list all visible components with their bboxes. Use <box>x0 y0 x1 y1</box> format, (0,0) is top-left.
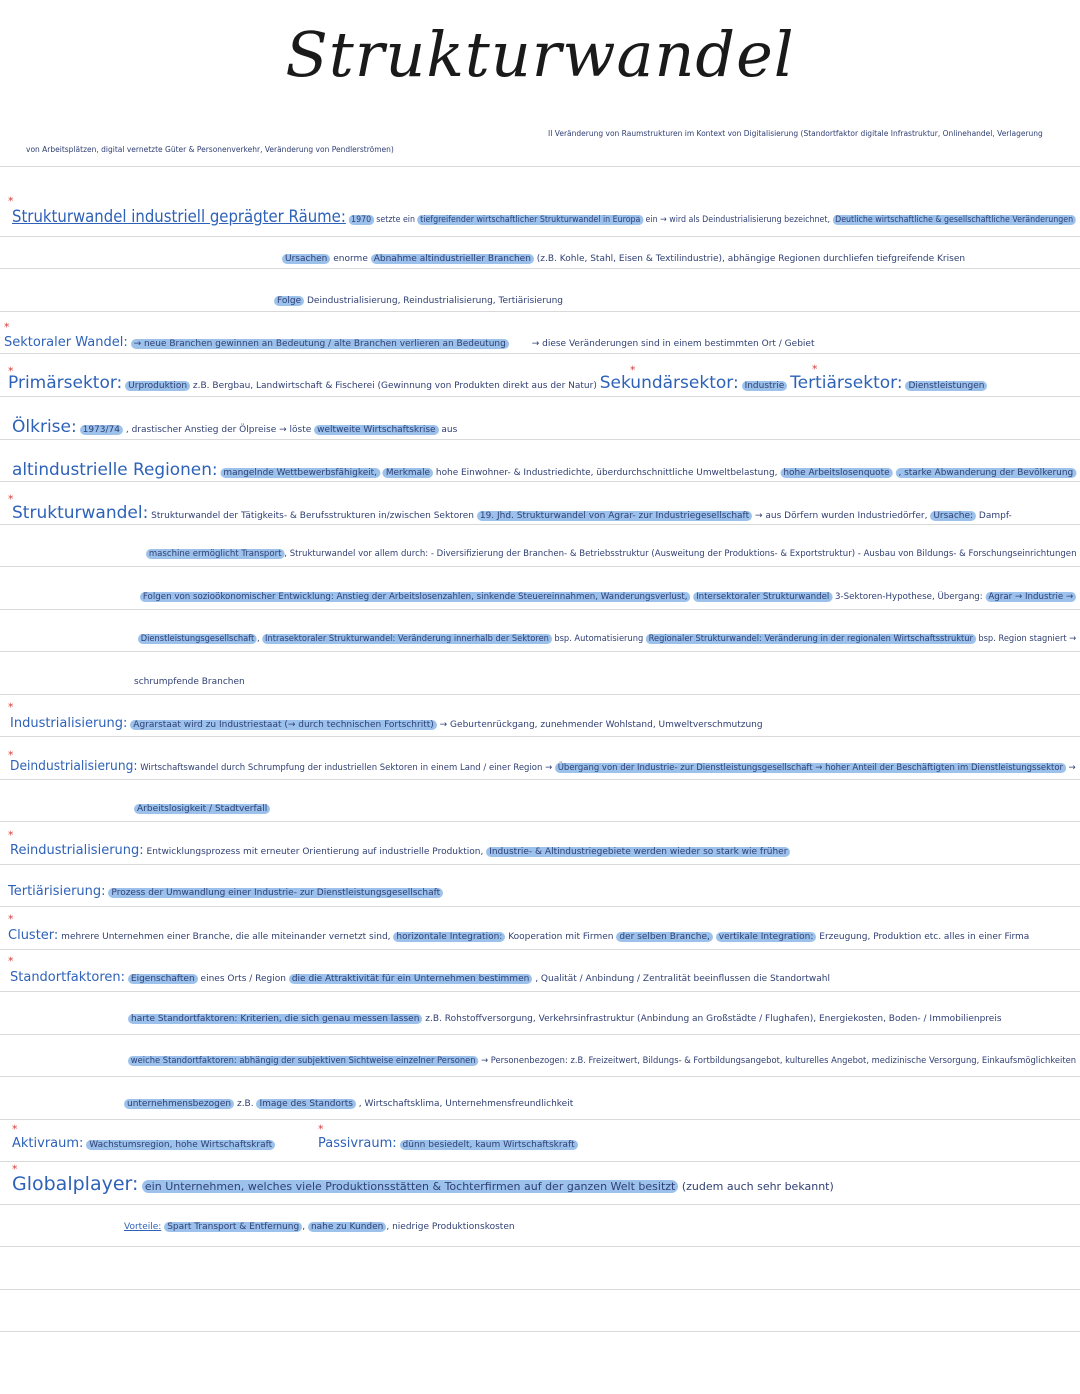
note-text: Entwicklungsprozess mit erneuter Orientierung auf industrielle Produktion, <box>146 847 484 857</box>
note-text: , niedrige Produktionskosten <box>386 1222 515 1232</box>
note-line-arbeitslosigkeit <box>134 801 270 817</box>
label-folge: Folge <box>274 296 304 306</box>
note-text: bsp. Automatisierung <box>554 634 644 644</box>
note-line-passivraum <box>318 1134 578 1154</box>
heading-passivraum: Passivraum: <box>318 1136 397 1151</box>
highlight-text: dünn besiedelt, kaum Wirtschaftskraft <box>400 1140 578 1150</box>
highlight-text: tiefgreifender wirtschaftlicher Strukturwandel in Europa <box>418 215 643 225</box>
ruled-line <box>0 311 1080 312</box>
page-title: Strukturwandel <box>285 18 795 91</box>
star-marker-icon: ⁎ <box>8 909 14 922</box>
note-line-altindustrielle-regionen <box>12 459 1076 481</box>
ruled-line <box>0 1076 1080 1077</box>
ruled-line <box>0 821 1080 822</box>
note-text: , drastischer Anstieg der Ölpreise → löste <box>125 425 312 435</box>
note-text: eines Orts / Region <box>200 974 286 984</box>
star-marker-icon: ⁎ <box>8 745 14 758</box>
note-line-schrumpfende-branchen <box>134 674 245 690</box>
highlight-text: weiche Standortfaktoren: abhängig der subjektiven Sichtweise einzelner Personen <box>128 1056 478 1066</box>
highlight-text: Deutliche wirtschaftliche & gesellschaftliche Veränderungen <box>832 215 1075 225</box>
highlight-text: Spart Transport & Entfernung <box>164 1222 302 1232</box>
heading-standortfaktoren: Standortfaktoren: <box>10 970 126 985</box>
note-line-sektoraler-wandel <box>4 333 814 353</box>
note-text: (z.B. Kohle, Stahl, Eisen & Textilindustrie), abhängige Regionen durchliefen tiefgreifende Krisen <box>536 254 966 264</box>
ruled-line <box>0 736 1080 737</box>
top-note-left: von Arbeitsplätzen, digital vernetzte Güter & Personenverkehr, Veränderung von Pendlerströmen) <box>26 145 394 154</box>
highlight-text: Übergang von der Industrie- zur Dienstleistungsgesellschaft → hoher Anteil der Beschäftigten im Dienstleistungssektor <box>555 763 1066 773</box>
note-line-globalplayer <box>12 1173 834 1195</box>
ruled-line <box>0 268 1080 269</box>
highlight-text: nahe zu Kunden <box>308 1222 386 1232</box>
ruled-line <box>0 651 1080 652</box>
note-line-cluster <box>8 926 1029 946</box>
highlight-text: Arbeitslosigkeit / Stadtverfall <box>134 804 270 814</box>
highlight-text: die die Attraktivität für ein Unternehmen bestimmen <box>289 974 533 984</box>
label-vorteile: Vorteile: <box>124 1222 162 1232</box>
ruled-line <box>0 694 1080 695</box>
ruled-line <box>0 236 1080 237</box>
ruled-line <box>0 524 1080 525</box>
ruled-line <box>0 609 1080 610</box>
heading-sekundaersektor: Sekundärsektor: <box>599 373 739 393</box>
note-text: , Wirtschaftsklima, Unternehmensfreundlichkeit <box>358 1099 574 1109</box>
note-line-weiche-standortfaktoren <box>128 1053 1076 1069</box>
ruled-line <box>0 166 1080 167</box>
highlight-text: unternehmensbezogen <box>124 1099 234 1109</box>
note-text: , Qualität / Anbindung / Zentralität beeinflussen die Standortwahl <box>535 974 830 984</box>
star-marker-icon: ⁎ <box>8 489 14 502</box>
note-line-unternehmensbezogen <box>124 1096 573 1112</box>
note-line-tertiaerisierung <box>8 882 443 902</box>
ruled-line <box>0 1034 1080 1035</box>
note-text: → Geburtenrückgang, zunehmender Wohlstand, Umweltverschmutzung <box>439 720 763 730</box>
star-marker-icon: ⁎ <box>318 1119 324 1132</box>
note-line-strukturwandel <box>12 502 1012 524</box>
note-text: → diese Veränderungen sind in einem bestimmten Ort / Gebiet <box>531 339 815 349</box>
star-marker-icon: ⁎ <box>8 361 14 374</box>
note-text: ein → wird als Deindustrialisierung bezeichnet, <box>645 215 830 225</box>
star-marker-icon: ⁎ <box>630 360 636 373</box>
note-text: → Personenbezogen: z.B. Freizeitwert, Bildungs- & Fortbildungsangebot, kulturelles Angebot, medizinische Versorgung, Einkaufsmöglichkeiten <box>481 1056 1077 1066</box>
note-line-intrasektoral <box>138 631 1076 647</box>
highlight-text: Dienstleistungen <box>905 381 987 391</box>
note-line-folge <box>274 293 563 309</box>
highlight-year: 1973/74 <box>80 425 123 435</box>
highlight-text: Industrie <box>742 381 788 391</box>
highlight-intersektoral: Intersektoraler Strukturwandel <box>693 592 832 602</box>
note-text: hohe Einwohner- & Industriedichte, überdurchschnittliche Umweltbelastung, <box>435 468 778 478</box>
highlight-text: Abnahme altindustrieller Branchen <box>371 254 534 264</box>
note-line-folgen <box>140 589 1076 605</box>
note-text: Deindustrialisierung, Reindustrialisierung, Tertiärisierung <box>307 296 564 306</box>
note-line-oelkrise <box>12 416 457 438</box>
heading-strukturwandel-raeume: Strukturwandel industriell geprägter Räume: <box>12 207 346 227</box>
label-merkmale: Merkmale <box>383 468 433 478</box>
label-ursache: Ursache: <box>930 511 976 521</box>
note-text: enorme <box>333 254 368 264</box>
highlight-text: horizontale Integration: <box>393 932 505 942</box>
top-note-right: II Veränderung von Raumstrukturen im Kontext von Digitalisierung (Standortfaktor digitale Infrastruktur, Onlinehandel, Verlagerung <box>548 129 1043 138</box>
note-text: Erzeugung, Produktion etc. alles in einer Firma <box>819 932 1030 942</box>
ruled-line <box>0 949 1080 950</box>
label-ursachen: Ursachen <box>282 254 330 264</box>
highlight-text: Prozess der Umwandlung einer Industrie- zur Dienstleistungsgesellschaft <box>108 888 443 898</box>
note-text: (zudem auch sehr bekannt) <box>681 1180 834 1193</box>
note-text: Dampf- <box>978 511 1012 521</box>
note-text: aus <box>441 425 458 435</box>
highlight-text: Intrasektoraler Strukturwandel: Veränderung innerhalb der Sektoren <box>262 634 551 644</box>
highlight-text: mangelnde Wettbewerbsfähigkeit, <box>220 468 380 478</box>
highlight-text: Regionaler Strukturwandel: Veränderung in der regionalen Wirtschaftsstruktur <box>646 634 976 644</box>
star-marker-icon: ⁎ <box>8 951 14 964</box>
ruled-line <box>0 1289 1080 1290</box>
ruled-line <box>0 566 1080 567</box>
ruled-line <box>0 353 1080 354</box>
note-line-strukturwandel-raeume <box>12 206 1076 228</box>
ruled-line <box>0 1161 1080 1162</box>
heading-deindustrialisierung: Deindustrialisierung: <box>10 759 138 774</box>
heading-aktivraum: Aktivraum: <box>12 1136 84 1151</box>
star-marker-icon: ⁎ <box>8 697 14 710</box>
highlight-text: → neue Branchen gewinnen an Bedeutung / alte Branchen verlieren an Bedeutung <box>131 339 509 349</box>
highlight-text: harte Standortfaktoren: Kriterien, die sich genau messen lassen <box>128 1014 422 1024</box>
note-line-ursachen <box>282 251 965 267</box>
highlight-text: Folgen von sozioökonomischer Entwicklung: Anstieg der Arbeitslosenzahlen, sinkende Steuereinnahmen, Wanderungsverlust, <box>140 592 690 602</box>
star-marker-icon: ⁎ <box>8 825 14 838</box>
note-line-vorteile <box>124 1219 515 1235</box>
note-text: Strukturwandel der Tätigkeits- & Berufsstrukturen in/zwischen Sektoren <box>151 511 474 521</box>
note-line-harte-standortfaktoren <box>128 1011 1002 1027</box>
highlight-text: Dienstleistungsgesellschaft <box>138 634 257 644</box>
note-text: z.B. Bergbau, Landwirtschaft & Fischerei (Gewinnung von Produkten direkt aus der Natur) <box>192 381 597 391</box>
heading-tertiaerisierung: Tertiärisierung: <box>8 884 106 899</box>
ruled-line <box>0 779 1080 780</box>
note-line-industrialisierung <box>10 714 763 734</box>
highlight-text: Eigenschaften <box>128 974 198 984</box>
ruled-line <box>0 906 1080 907</box>
heading-tertiaersektor: Tertiärsektor: <box>790 373 903 393</box>
note-line-sektoren <box>8 372 987 394</box>
note-line-standortfaktoren <box>10 968 830 988</box>
ruled-line <box>0 396 1080 397</box>
note-text: bsp. Region stagniert → <box>978 634 1077 644</box>
star-marker-icon: ⁎ <box>12 1119 18 1132</box>
highlight-text: Image des Standorts <box>256 1099 355 1109</box>
heading-strukturwandel: Strukturwandel: <box>12 503 149 523</box>
note-text: 3-Sektoren-Hypothese, Übergang: <box>834 592 983 602</box>
note-text: z.B. Rohstoffversorgung, Verkehrsinfrastruktur (Anbindung an Großstädte / Flughafen), Energiekosten, Boden- / Immobilienpreis <box>425 1014 1002 1024</box>
heading-oelkrise: Ölkrise: <box>12 417 77 437</box>
ruled-line <box>0 439 1080 440</box>
heading-primaersektor: Primärsektor: <box>8 373 123 393</box>
highlight-text: weltweite Wirtschaftskrise <box>314 425 438 435</box>
heading-cluster: Cluster: <box>8 928 59 943</box>
highlight-text: ein Unternehmen, welches viele Produktionsstätten & Tochterfirmen auf der ganzen Welt besitzt <box>142 1180 678 1193</box>
highlight-text: der selben Branche, <box>616 932 713 942</box>
note-text: → aus Dörfern wurden Industriedörfer, <box>754 511 928 521</box>
star-marker-icon: ⁎ <box>812 359 818 372</box>
heading-sektoraler-wandel: Sektoraler Wandel: <box>4 335 128 350</box>
ruled-line <box>0 991 1080 992</box>
star-marker-icon: ⁎ <box>4 317 10 330</box>
highlight-text: , starke Abwanderung der Bevölkerung <box>895 468 1076 478</box>
highlight-text: Agrarstaat wird zu Industriestaat (→ durch technischen Fortschritt) <box>130 720 436 730</box>
highlight-text: maschine ermöglicht Transport <box>146 549 284 559</box>
note-line-deindustrialisierung <box>10 757 1076 777</box>
heading-industrialisierung: Industrialisierung: <box>10 716 128 731</box>
highlight-text: Wachstumsregion, hohe Wirtschaftskraft <box>86 1140 275 1150</box>
highlight-year: 1970 <box>348 215 373 225</box>
note-text: setzte ein <box>376 215 416 225</box>
highlight-text: Agrar → Industrie → <box>985 592 1076 602</box>
highlight-text: hohe Arbeitslosenquote <box>780 468 892 478</box>
note-text: schrumpfende Branchen <box>134 677 245 687</box>
heading-altindustrielle-regionen: altindustrielle Regionen: <box>12 460 218 480</box>
note-text: Wirtschaftswandel durch Schrumpfung der industriellen Sektoren in einem Land / einer Region → <box>140 763 553 773</box>
note-text: Kooperation mit Firmen <box>508 932 614 942</box>
star-marker-icon: ⁎ <box>8 191 14 204</box>
note-text: mehrere Unternehmen einer Branche, die alle miteinander vernetzt sind, <box>61 932 391 942</box>
ruled-line <box>0 1246 1080 1247</box>
heading-globalplayer: Globalplayer: <box>12 1173 139 1195</box>
note-line-aktivraum <box>12 1134 275 1154</box>
ruled-line <box>0 864 1080 865</box>
highlight-text: vertikale Integration: <box>716 932 817 942</box>
note-text: , Strukturwandel vor allem durch: - Diversifizierung der Branchen- & Betriebsstruktur (Ausweitung der Produktions- & Exportstruktur) - Ausbau von Bildungs- & Forschungseinrichtungen <box>284 549 1077 559</box>
note-line-dampfmaschine <box>146 546 1076 562</box>
heading-reindustrialisierung: Reindustrialisierung: <box>10 843 144 858</box>
note-line-reindustrialisierung <box>10 841 790 861</box>
note-text: , <box>302 1222 306 1232</box>
note-text: → <box>1068 763 1076 773</box>
star-marker-icon: ⁎ <box>12 1159 18 1172</box>
highlight-text: 19. Jhd. Strukturwandel von Agrar- zur Industriegesellschaft <box>477 511 752 521</box>
note-text: z.B. <box>236 1099 254 1109</box>
ruled-line <box>0 1119 1080 1120</box>
highlight-text: Industrie- & Altindustriegebiete werden wieder so stark wie früher <box>486 847 790 857</box>
ruled-line <box>0 1331 1080 1332</box>
highlight-text: Urproduktion <box>125 381 190 391</box>
ruled-line <box>0 481 1080 482</box>
note-text: , <box>256 634 260 644</box>
ruled-line <box>0 1204 1080 1205</box>
